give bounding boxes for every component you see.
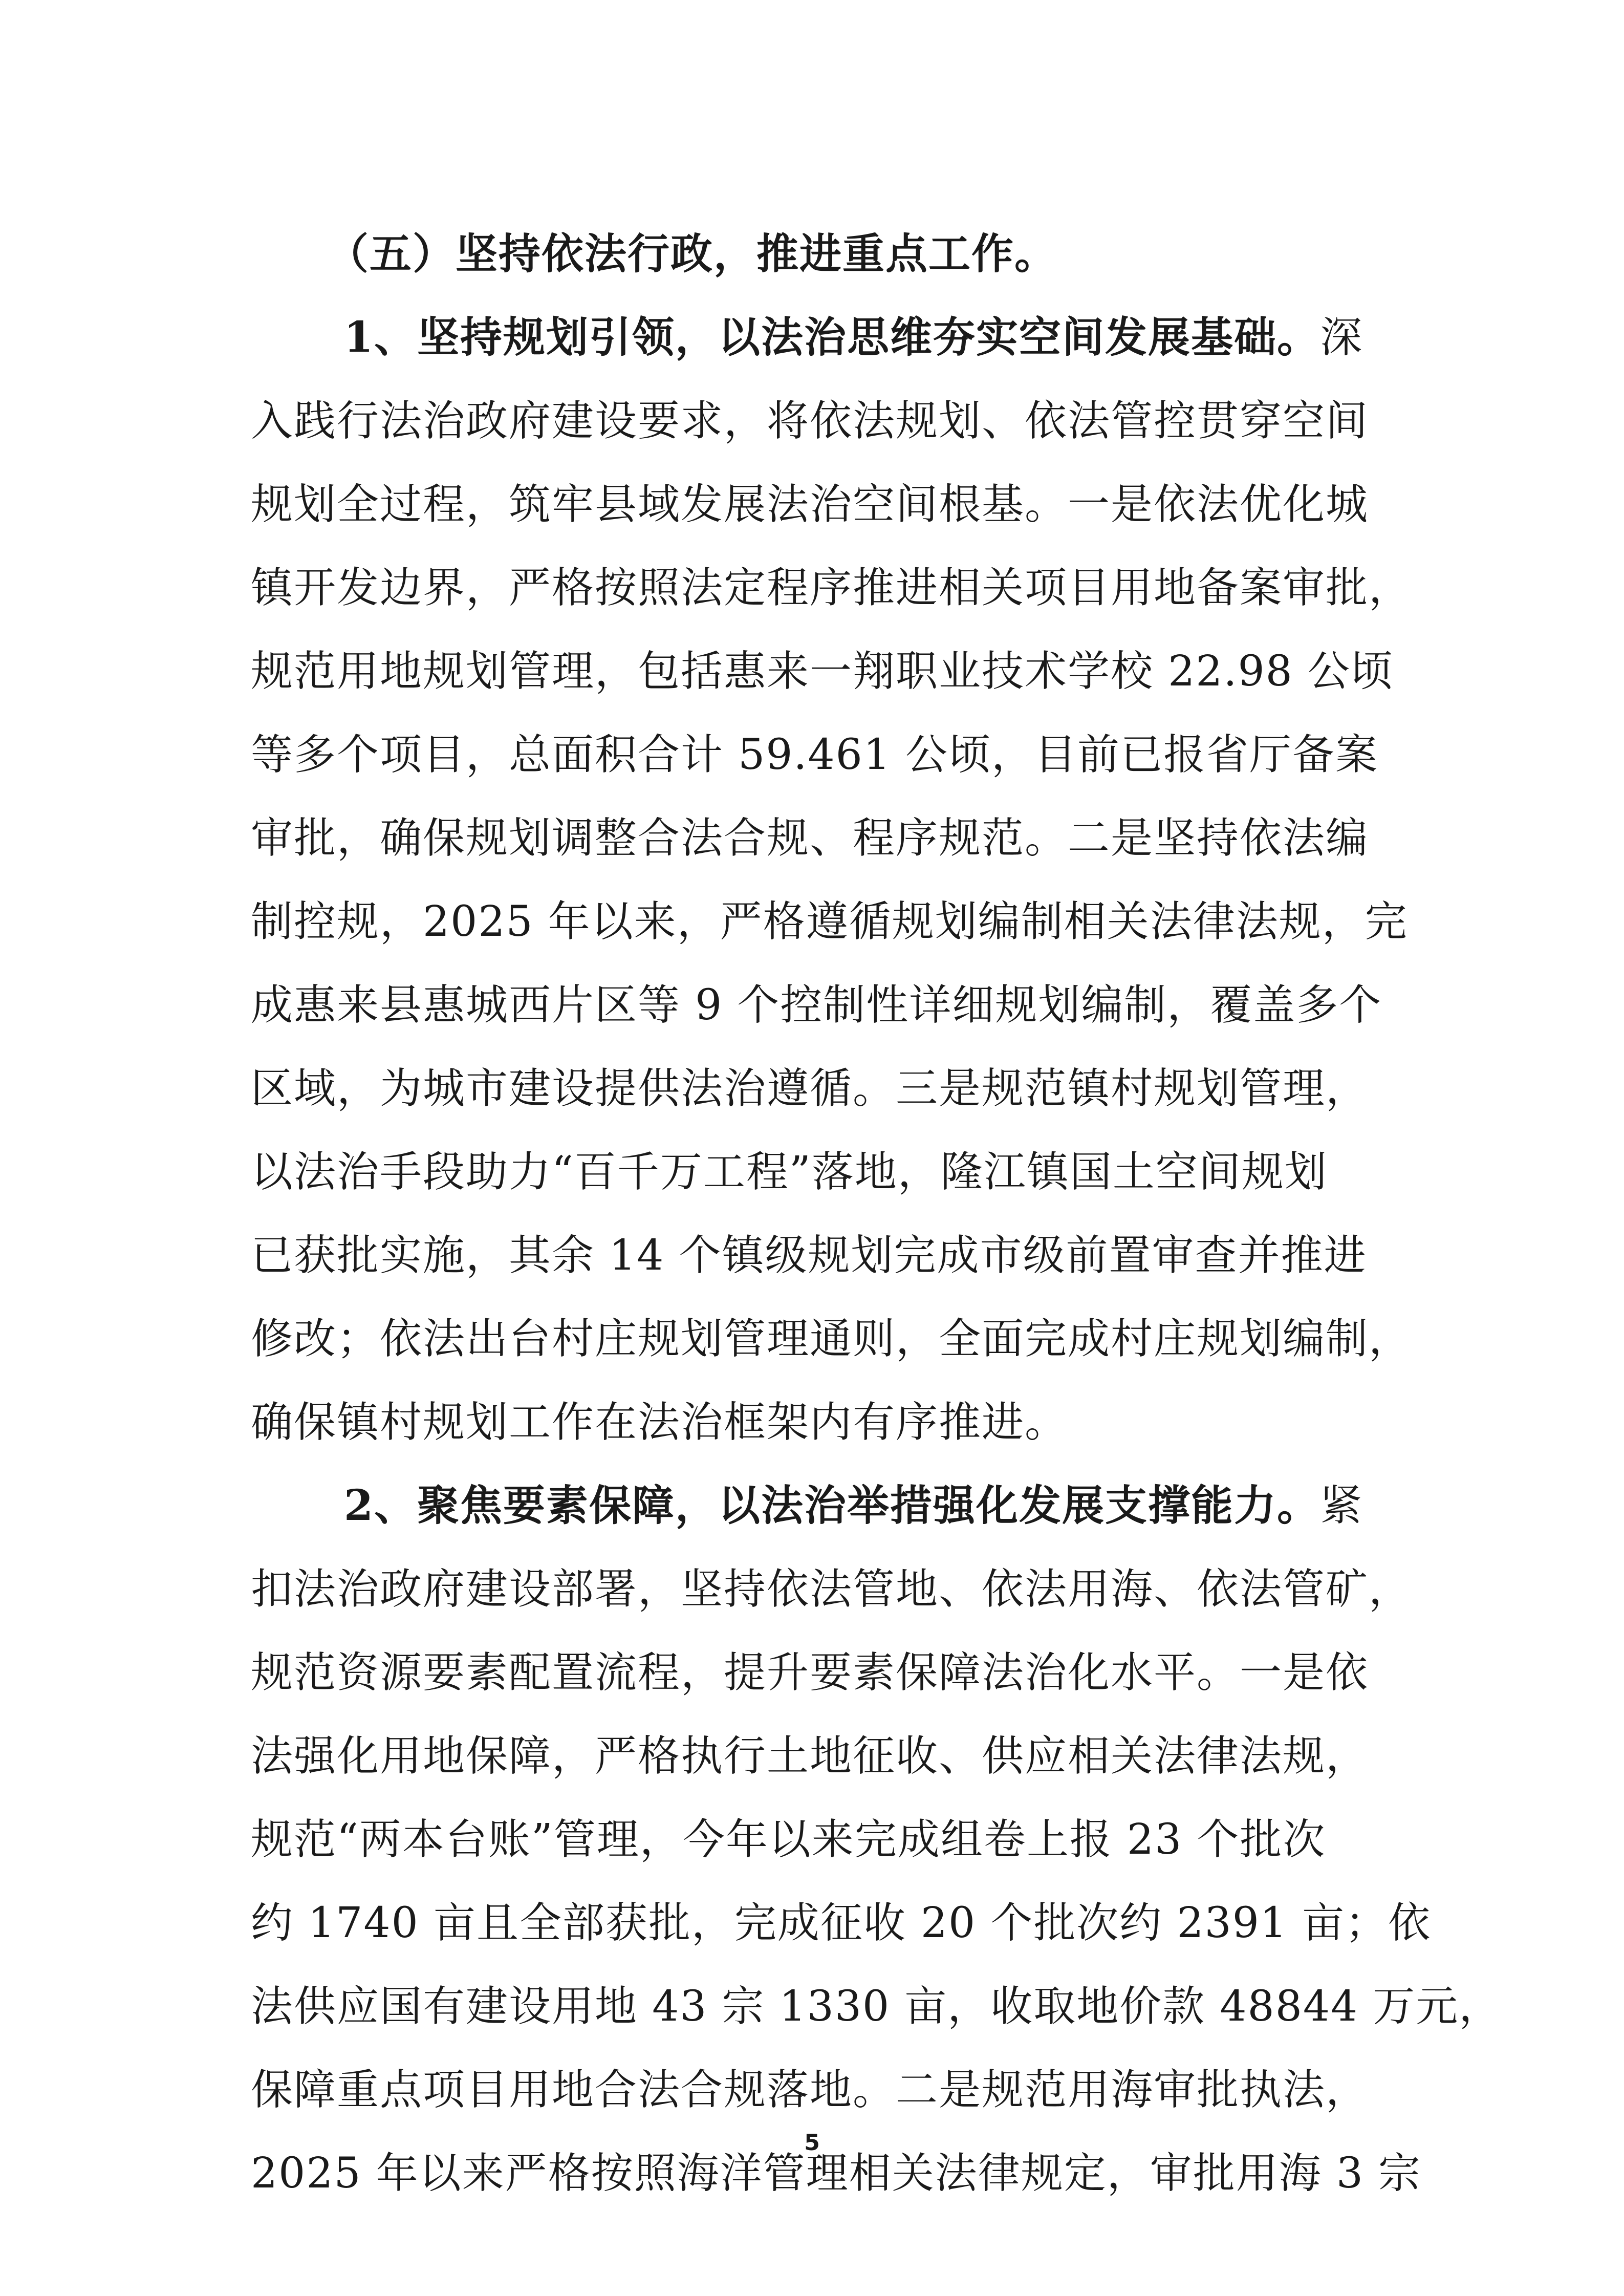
paragraph-2-line: 保障重点项目用地合法合规落地。二是规范用海审批执法， (251, 2066, 1369, 2114)
paragraph-1-text: 深 (1320, 313, 1363, 362)
paragraph-2-lead: 2、聚焦要素保障，以法治举措强化发展支撑能力。 (344, 1481, 1320, 1530)
paragraph-2-line: 扣法治政府建设部署，坚持依法管地、依法用海、依法管矿， (251, 1565, 1412, 1614)
section-heading: （五）坚持依法行政，推进重点工作。 (327, 229, 1058, 278)
paragraph-2-line: 规范“两本台账”管理，今年以来完成组卷上报 23 个批次 (251, 1815, 1326, 1864)
paragraph-2-line: 法强化用地保障，严格执行土地征收、供应相关法律法规， (251, 1732, 1369, 1780)
paragraph-1-line-1 (251, 296, 1413, 379)
paragraph-1-line: 入践行法治政府建设要求，将依法规划、依法管控贯穿空间 (251, 397, 1369, 445)
paragraph-1-line: 规范用地规划管理，包括惠来一翔职业技术学校 22.98 公顷 (251, 647, 1394, 696)
paragraph-1-lead: 1、坚持规划引领，以法治思维夯实空间发展基础。 (344, 313, 1320, 362)
paragraph-2-line-1 (251, 1464, 1413, 1548)
paragraph-1-line: 规划全过程，筑牢县域发展法治空间根基。一是依法优化城 (251, 480, 1369, 529)
paragraph-1-line: 镇开发边界，严格按照法定程序推进相关项目用地备案审批， (251, 564, 1412, 612)
paragraph-1-line: 等多个项目，总面积合计 59.461 公顷，目前已报省厅备案 (251, 731, 1379, 779)
paragraph-1-line: 修改；依法出台村庄规划管理通则，全面完成村庄规划编制， (251, 1315, 1412, 1363)
paragraph-2-line: 2025 年以来严格按照海洋管理相关法律规定，审批用海 3 宗 (251, 2149, 1422, 2198)
paragraph-1-line: 确保镇村规划工作在法治框架内有序推进。 (251, 1398, 1068, 1447)
paragraph-1-line: 审批，确保规划调整合法合规、程序规范。二是坚持依法编 (251, 814, 1369, 863)
paragraph-1-line: 制控规，2025 年以来，严格遵循规划编制相关法律法规，完 (251, 897, 1408, 946)
paragraph-1-line: 已获批实施，其余 14 个镇级规划完成市级前置审查并推进 (251, 1231, 1367, 1280)
page-number: 5 (804, 2130, 820, 2156)
paragraph-2-line: 约 1740 亩且全部获批，完成征收 20 个批次约 2391 亩；依 (251, 1899, 1432, 1947)
paragraph-2-line: 规范资源要素配置流程，提升要素保障法治化水平。一是依 (251, 1648, 1369, 1697)
paragraph-1-line: 区域，为城市建设提供法治遵循。三是规范镇村规划管理， (251, 1064, 1369, 1113)
paragraph-2-text: 紧 (1320, 1482, 1363, 1530)
document-body (251, 212, 1502, 2215)
paragraph-2-line: 法供应国有建设用地 43 宗 1330 亩，收取地价款 48844 万元， (251, 1982, 1502, 2031)
paragraph-1-line: 以法治手段助力“百千万工程”落地，隆江镇国土空间规划 (251, 1148, 1328, 1196)
paragraph-1-line: 成惠来县惠城西片区等 9 个控制性详细规划编制，覆盖多个 (251, 981, 1382, 1029)
